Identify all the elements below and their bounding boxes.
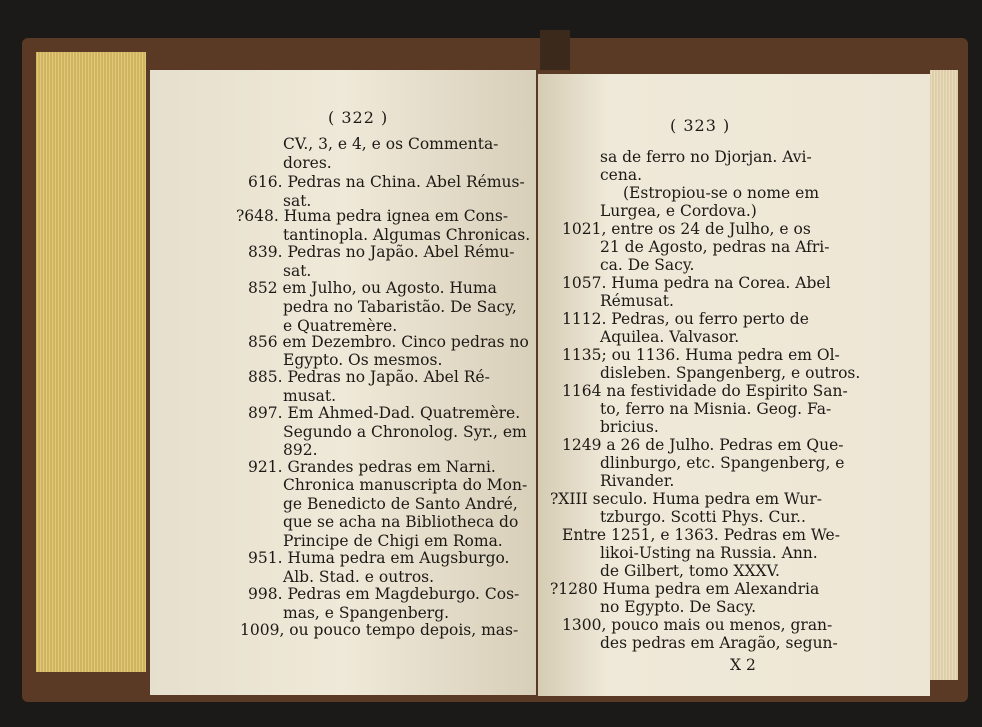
text-line: 885. Pedras no Japão. Abel Ré- — [248, 368, 490, 386]
text-line: 998. Pedras em Magdeburgo. Cos- — [248, 585, 520, 603]
text-line: Alb. Stad. e outros. — [283, 568, 435, 586]
text-line: Rémusat. — [600, 292, 674, 310]
text-line: 1112. Pedras, ou ferro perto de — [562, 310, 809, 328]
text-line: ?648. Huma pedra ignea em Cons- — [236, 207, 509, 225]
text-line: to, ferro na Misnia. Geog. Fa- — [600, 400, 832, 418]
book-spine — [540, 30, 570, 70]
text-line: que se acha na Bibliotheca do — [283, 513, 519, 531]
page-edges-right — [930, 70, 958, 680]
text-line: pedra no Tabaristão. De Sacy, — [283, 298, 517, 316]
text-line: ?XIII seculo. Huma pedra em Wur- — [550, 490, 822, 508]
text-line: disleben. Spangenberg, e outros. — [600, 364, 861, 382]
text-line: Entre 1251, e 1363. Pedras em We- — [562, 526, 840, 544]
text-line: e Quatremère. — [283, 317, 398, 335]
text-line: 1249 a 26 de Julho. Pedras em Que- — [562, 436, 844, 454]
text-line: Rivander. — [600, 472, 675, 490]
text-line: 921. Grandes pedras em Narni. — [248, 458, 496, 476]
text-line: de Gilbert, tomo XXXV. — [600, 562, 780, 580]
text-line: dores. — [283, 154, 332, 172]
text-line: CV., 3, e 4, e os Commenta- — [283, 135, 499, 153]
text-line: bricius. — [600, 418, 659, 436]
text-line: 951. Huma pedra em Augsburgo. — [248, 549, 510, 567]
text-line: sat. — [283, 192, 312, 210]
text-line: des pedras em Aragão, segun- — [600, 634, 838, 652]
text-line: 839. Pedras no Japão. Abel Rému- — [248, 243, 515, 261]
text-line: 897. Em Ahmed-Dad. Quatremère. — [248, 404, 521, 422]
text-line: 1164 na festividade do Espirito San- — [562, 382, 848, 400]
text-line: sat. — [283, 262, 312, 280]
text-line: 852 em Julho, ou Agosto. Huma — [248, 279, 497, 297]
text-line: 1057. Huma pedra na Corea. Abel — [562, 274, 831, 292]
text-line: Segundo a Chronolog. Syr., em — [283, 423, 527, 441]
text-line: 892. — [283, 441, 318, 459]
text-line: musat. — [283, 387, 337, 405]
text-line: Aquilea. Valvasor. — [600, 328, 740, 346]
signature-mark: X 2 — [730, 656, 756, 674]
text-line: 856 em Dezembro. Cinco pedras no — [248, 333, 529, 351]
page-number-left: ( 322 ) — [328, 108, 389, 127]
text-line: 616. Pedras na China. Abel Rémus- — [248, 173, 525, 191]
page-number-right: ( 323 ) — [670, 116, 731, 135]
text-line: cena. — [600, 166, 643, 184]
text-line: (Estropiou-se o nome em — [623, 184, 820, 202]
text-line: ca. De Sacy. — [600, 256, 695, 274]
text-line: sa de ferro no Djorjan. Avi- — [600, 148, 812, 166]
text-line: tantinopla. Algumas Chronicas. — [283, 226, 531, 244]
text-line: no Egypto. De Sacy. — [600, 598, 756, 616]
text-line: dlinburgo, etc. Spangenberg, e — [600, 454, 845, 472]
right-page — [538, 74, 930, 696]
text-line: 1009, ou pouco tempo depois, mas- — [240, 621, 519, 639]
text-line: 21 de Agosto, pedras na Afri- — [600, 238, 830, 256]
text-line: tzburgo. Scotti Phys. Cur.. — [600, 508, 806, 526]
text-line: ?1280 Huma pedra em Alexandria — [550, 580, 820, 598]
text-line: Egypto. Os mesmos. — [283, 351, 443, 369]
text-line: 1300, pouco mais ou menos, gran- — [562, 616, 833, 634]
text-line: Lurgea, e Cordova.) — [600, 202, 757, 220]
text-line: 1021, entre os 24 de Julho, e os — [562, 220, 811, 238]
text-line: ge Benedicto de Santo André, — [283, 495, 518, 513]
left-page — [150, 70, 536, 695]
text-line: likoi-Usting na Russia. Ann. — [600, 544, 818, 562]
text-line: mas, e Spangenberg. — [283, 604, 450, 622]
text-line: 1135; ou 1136. Huma pedra em Ol- — [562, 346, 840, 364]
text-line: Principe de Chigi em Roma. — [283, 532, 503, 550]
text-line: Chronica manuscripta do Mon- — [283, 476, 528, 494]
page-edges-left — [36, 52, 146, 672]
